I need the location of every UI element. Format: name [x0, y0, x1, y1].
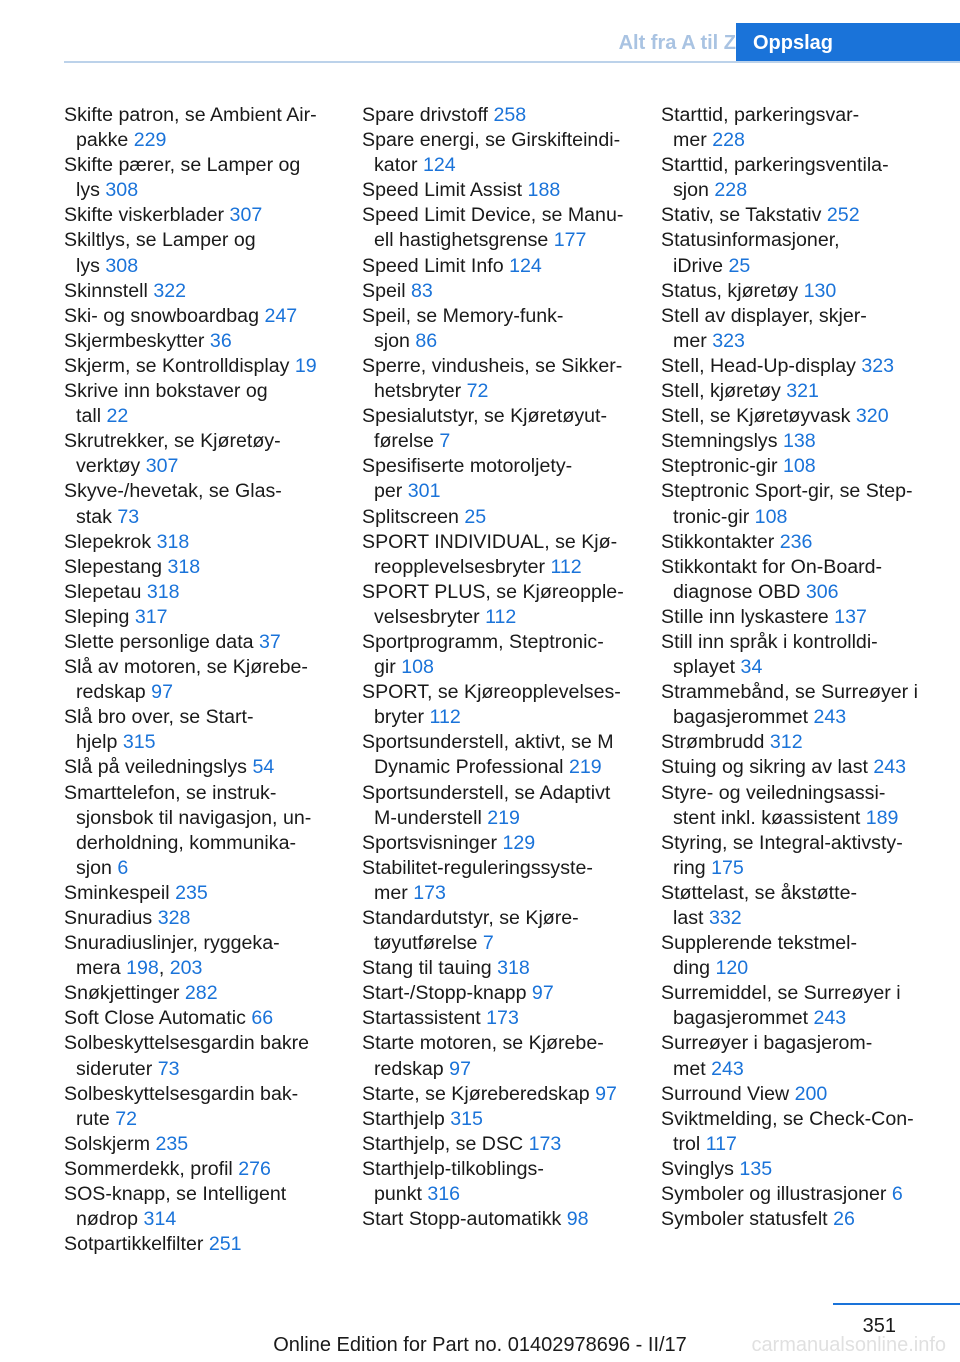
index-entry	[661, 605, 951, 630]
index-entry	[661, 630, 951, 680]
index-entry	[362, 1207, 652, 1232]
page-link[interactable]: 317	[134, 605, 168, 628]
page-link[interactable]: 138	[782, 430, 816, 453]
watermark: carmanualsonline.info	[751, 1334, 946, 1356]
page-link[interactable]: 228	[714, 179, 748, 202]
page-link[interactable]: 252	[826, 204, 860, 227]
page-link[interactable]: 25	[728, 254, 751, 277]
index-term: Starthjelp	[362, 1107, 445, 1130]
index-term: Slepestang	[64, 555, 163, 578]
page-link[interactable]: 188	[527, 179, 561, 202]
page-link[interactable]: 22	[106, 405, 129, 428]
index-entry	[64, 1082, 354, 1132]
index-term: Skrutrekker, se Kjøretøy- verktøy	[64, 430, 281, 478]
index-entry	[362, 128, 652, 178]
index-entry	[362, 680, 652, 730]
page-link[interactable]: 258	[493, 104, 527, 126]
index-term: Slå på veiledningslys	[64, 756, 247, 779]
index-term: Starte motoren, se Kjørebe- redskap	[362, 1032, 604, 1080]
index-entry	[362, 981, 652, 1006]
page-link[interactable]: 97	[595, 1082, 617, 1105]
page-link[interactable]: 228	[712, 129, 745, 152]
index-entry	[362, 580, 652, 630]
index-term: Sommerdekk, profil	[64, 1157, 233, 1180]
index-term: Sleping	[64, 605, 130, 628]
index-term: Ski- og snowboardbag	[64, 304, 259, 327]
index-entry	[64, 705, 354, 755]
index-entry	[661, 103, 951, 153]
index-entry	[362, 1082, 652, 1107]
page-link[interactable]: 72	[115, 1107, 138, 1130]
index-term: Soft Close Automatic	[64, 1007, 246, 1030]
index-entry	[362, 505, 652, 530]
index-entry	[661, 730, 951, 755]
page-link[interactable]: 301	[407, 480, 441, 503]
header-rule	[64, 61, 960, 63]
page-link[interactable]: 54	[252, 756, 275, 779]
page-link[interactable]: 282	[184, 982, 218, 1005]
index-entry	[362, 831, 652, 856]
page-link[interactable]: 37	[259, 630, 281, 653]
index-column-2	[362, 103, 652, 1232]
index-term: Stemningslys	[661, 430, 778, 453]
page-link[interactable]: 173	[528, 1132, 562, 1155]
footer-rule	[833, 1303, 960, 1305]
index-entry	[64, 630, 354, 655]
page-link[interactable]: 315	[122, 731, 156, 754]
page-link[interactable]: 243	[873, 756, 907, 779]
index-entry	[64, 981, 354, 1006]
page-link[interactable]: 97	[151, 681, 173, 704]
index-term: Støttelast, se åkstøtte- last	[661, 881, 857, 929]
page-link[interactable]: 73	[117, 505, 140, 528]
page-number: 351	[862, 1315, 896, 1337]
page-link[interactable]: 112	[485, 605, 517, 628]
index-entry: Snuradiuslinjer, ryggeka- mera 198, 203	[64, 932, 280, 980]
index-term: Surround View	[661, 1082, 790, 1105]
index-term: Still inn språk i kontrolldi- splayet	[661, 630, 878, 679]
index-entry	[362, 304, 652, 354]
index-term: Spare energi, se Girskifteindi- kator	[362, 129, 621, 177]
section-tab[interactable]: Alt fra A til Z	[618, 32, 736, 54]
index-entry	[64, 1006, 354, 1031]
index-term: Snuradius	[64, 907, 153, 929]
index-term: Stang til tauing	[362, 957, 492, 980]
index-term: Slå av motoren, se Kjørebe- redskap	[64, 656, 308, 704]
page-link[interactable]: 26	[833, 1208, 855, 1231]
page-link[interactable]: 235	[175, 881, 208, 904]
index-term: SPORT PLUS, se Kjøreopple- velsesbryter	[362, 580, 624, 628]
index-term: Steptronic-gir	[661, 455, 778, 478]
page-link[interactable]: 173	[486, 1007, 519, 1030]
index-term: Stabilitet-reguleringssyste- mer	[362, 856, 593, 904]
index-term: Starte, se Kjøreberedskap	[362, 1082, 590, 1105]
page-header	[0, 0, 960, 62]
index-entry	[64, 605, 354, 630]
page-link[interactable]: 236	[779, 530, 813, 553]
index-entry	[661, 981, 951, 1031]
index-entry	[661, 881, 951, 931]
page-link[interactable]: 124	[509, 254, 542, 277]
page-link[interactable]: 19	[294, 354, 317, 377]
index-entry	[362, 1107, 652, 1132]
page-link[interactable]: 315	[450, 1107, 483, 1130]
page-link[interactable]: 247	[264, 304, 298, 327]
page-link[interactable]: 36	[209, 329, 232, 352]
page-link[interactable]: 308	[105, 254, 139, 277]
page-link[interactable]: 108	[401, 656, 434, 679]
index-entry	[64, 881, 354, 906]
page-link[interactable]: 318	[156, 530, 190, 553]
index-entry	[362, 781, 652, 831]
page-link[interactable]: 73	[157, 1057, 180, 1080]
page-link[interactable]: 7	[439, 430, 451, 453]
index-entry	[64, 103, 354, 153]
index-term: Start Stopp-automatikk	[362, 1208, 562, 1231]
page-link[interactable]: 6	[117, 856, 129, 879]
page-link[interactable]: 34	[740, 656, 763, 679]
index-term: Stille inn lyskastere	[661, 605, 829, 628]
index-entry	[362, 354, 652, 404]
index-term: Speil, se Memory-funk- sjon	[362, 304, 564, 352]
index-term: Sotpartikkelfilter	[64, 1233, 204, 1256]
page-link[interactable]: 219	[487, 806, 520, 829]
page-link[interactable]: 276	[238, 1157, 271, 1180]
index-entry	[362, 1006, 652, 1031]
page-link[interactable]: 229	[133, 129, 167, 152]
page-link[interactable]: 108	[754, 505, 788, 528]
index-entry	[64, 1182, 354, 1232]
index-entry	[64, 228, 354, 278]
page-link[interactable]: 120	[715, 957, 749, 980]
index-term: Starttid, parkeringsvar- mer	[661, 104, 860, 152]
index-term: Skifte viskerblader	[64, 204, 225, 227]
page-link[interactable]: 189	[865, 806, 899, 829]
page-link[interactable]: 200	[794, 1082, 828, 1105]
index-entry	[64, 655, 354, 705]
chapter-tab[interactable]: Oppslag	[736, 23, 960, 62]
index-entry	[362, 730, 652, 780]
index-entry	[64, 580, 354, 605]
index-term: Start-/Stopp-knapp	[362, 982, 527, 1005]
page-link[interactable]: 98	[566, 1208, 589, 1231]
index-term: Sportprogramm, Steptronic- gir	[362, 630, 604, 679]
index-entry	[661, 1107, 951, 1157]
index-entry	[661, 1157, 951, 1182]
index-entry	[362, 178, 652, 203]
index-entry	[661, 479, 951, 529]
index-entry	[362, 1157, 652, 1207]
index-entry	[64, 153, 354, 203]
index-term: Stativ, se Takstativ	[661, 204, 822, 227]
index-term: Surremiddel, se Surreøyer i bagasjerommet	[661, 982, 901, 1030]
index-term: Skjermbeskytter	[64, 329, 205, 352]
page-link[interactable]: 308	[105, 179, 139, 202]
page-link[interactable]: 137	[834, 605, 867, 628]
index-entry	[64, 555, 354, 580]
page-link[interactable]: 112	[429, 706, 461, 729]
page-link[interactable]: 203	[169, 957, 203, 980]
index-term: Speed Limit Info	[362, 254, 504, 277]
page-link[interactable]: 243	[813, 706, 847, 729]
index-entry	[661, 454, 951, 479]
index-term: Starthjelp-tilkoblings- punkt	[362, 1157, 544, 1206]
page-link[interactable]: 316	[427, 1183, 461, 1206]
index-term: Surreøyer i bagasjerom- met	[661, 1032, 873, 1080]
page-link[interactable]: 124	[423, 154, 456, 177]
page-link[interactable]: 83	[411, 279, 433, 302]
page-link[interactable]: 135	[739, 1157, 773, 1180]
index-term: Styre- og veiledningsassi- stent inkl. køassistent	[661, 781, 886, 829]
page-link[interactable]: 7	[482, 932, 494, 955]
index-term: Skyve-/hevetak, se Glas- stak	[64, 480, 282, 528]
index-term: Spesialutstyr, se Kjøretøyut- førelse	[362, 405, 607, 453]
index-term: Skiltlys, se Lamper og lys	[64, 229, 256, 277]
page-link[interactable]: 307	[229, 204, 263, 227]
index-entry	[661, 304, 951, 354]
index-term: Skifte patron, se Ambient Air- pakke	[64, 104, 317, 152]
index-term: Stell, Head-Up-display	[661, 354, 856, 377]
index-term: Standardutstyr, se Kjøre- tøyutførelse	[362, 907, 579, 955]
page-link[interactable]: 251	[208, 1233, 242, 1256]
page-link[interactable]: 314	[143, 1208, 177, 1231]
index-entry	[661, 429, 951, 454]
index-entry	[362, 1132, 652, 1157]
index-entry	[64, 203, 354, 228]
index-term: Status, kjøretøy	[661, 279, 799, 302]
index-entry	[661, 1082, 951, 1107]
index-term: Stikkontakt for On-Board- diagnose OBD	[661, 555, 883, 603]
index-term: Snøkjettinger	[64, 982, 180, 1005]
edition-note: Online Edition for Part no. 01402978696 - II/17	[273, 1334, 687, 1356]
page-link[interactable]: 328	[157, 907, 191, 929]
index-term: Speed Limit Device, se Manu- ell hastighetsgrense	[362, 204, 624, 252]
index-term: Solbeskyttelsesgardin bak- rute	[64, 1082, 299, 1130]
index-term: Symboler statusfelt	[661, 1208, 828, 1231]
index-term: Snuradiuslinjer, ryggeka- mera	[64, 932, 280, 980]
page-link[interactable]: 322	[153, 279, 187, 302]
page-link[interactable]: 6	[891, 1183, 903, 1206]
page-link[interactable]: 86	[415, 329, 438, 352]
page-link[interactable]: 25	[464, 505, 487, 528]
index-term: Steptronic Sport-gir, se Step- tronic-gir	[661, 480, 913, 528]
index-term: Sportsvisninger	[362, 831, 498, 854]
index-entry	[64, 781, 354, 881]
index-term: Stuing og sikring av last	[661, 756, 868, 779]
index-term: Skjerm, se Kontrolldisplay	[64, 354, 290, 377]
index-entry	[362, 530, 652, 580]
index-entry	[661, 755, 951, 780]
index-term: Sperre, vindusheis, se Sikker- hetsbryter	[362, 354, 623, 403]
index-term: Stell av displayer, skjer- mer	[661, 304, 867, 352]
index-entry	[661, 203, 951, 228]
page-link[interactable]: 321	[786, 380, 819, 403]
page-link[interactable]: 323	[712, 329, 745, 352]
page-link[interactable]: 318	[146, 580, 180, 603]
page-link[interactable]: 318	[497, 957, 530, 980]
page-link[interactable]: 306	[805, 580, 839, 603]
page-link[interactable]: 219	[568, 756, 602, 779]
index-entry	[362, 856, 652, 906]
index-term: Solbeskyttelsesgardin bakre sideruter	[64, 1032, 310, 1080]
index-entry	[64, 1232, 354, 1257]
index-entry	[64, 329, 354, 354]
index-entry	[362, 103, 652, 128]
index-term: Stikkontakter	[661, 530, 775, 553]
page-link[interactable]: 97	[531, 982, 554, 1005]
page-link[interactable]: 243	[711, 1057, 744, 1080]
index-entry	[661, 931, 951, 981]
page-link[interactable]: 312	[769, 731, 803, 754]
index-entry	[64, 429, 354, 479]
index-entry	[362, 956, 652, 981]
index-entry	[362, 454, 652, 504]
index-term: Slå bro over, se Start- hjelp	[64, 706, 254, 754]
index-term: Strammebånd, se Surreøyer i bagasjerommet	[661, 681, 918, 729]
page-link[interactable]: 307	[145, 455, 179, 478]
index-entry	[64, 755, 354, 780]
index-entry	[362, 404, 652, 454]
index-entry	[661, 680, 951, 730]
index-term: Starttid, parkeringsventila- sjon	[661, 154, 889, 202]
index-entry	[661, 1182, 951, 1207]
index-term: SOS-knapp, se Intelligent nødrop	[64, 1183, 287, 1231]
index-term: Sportsunderstell, aktivt, se M Dynamic Professional	[362, 731, 614, 779]
index-term: Symboler og illustrasjoner	[661, 1183, 887, 1206]
index-term: Sportsunderstell, se Adaptivt M-understell	[362, 781, 611, 829]
page-link[interactable]: 66	[251, 1007, 274, 1030]
index-entry	[64, 1132, 354, 1157]
index-entry	[661, 228, 951, 278]
page-link[interactable]: 112	[550, 555, 582, 578]
index-term: Skrive inn bokstaver og tall	[64, 380, 268, 428]
page-link[interactable]: 72	[466, 380, 489, 403]
index-term: Skinnstell	[64, 279, 148, 302]
index-entry	[661, 1031, 951, 1081]
index-entry	[64, 354, 354, 379]
page-link[interactable]: 129	[502, 831, 536, 854]
index-column-3	[661, 103, 951, 1232]
index-entry	[661, 530, 951, 555]
index-term: Styring, se Integral-aktivsty- ring	[661, 831, 903, 879]
index-entry	[362, 203, 652, 253]
index-entry	[661, 1207, 951, 1232]
index-term: Sviktmelding, se Check-Con- trol	[661, 1107, 914, 1155]
index-entry	[64, 479, 354, 529]
index-entry	[362, 279, 652, 304]
page-link[interactable]: 177	[553, 229, 587, 252]
index-entry	[362, 630, 652, 680]
index-column-1	[64, 103, 354, 1257]
index-term: Splitscreen	[362, 505, 459, 528]
page-link[interactable]: 243	[813, 1007, 847, 1030]
index-term: Strømbrudd	[661, 731, 765, 754]
index-term: Skifte pærer, se Lamper og lys	[64, 154, 301, 202]
index-term: Solskjerm	[64, 1132, 151, 1155]
index-entry	[64, 304, 354, 329]
index-term: Speed Limit Assist	[362, 179, 523, 202]
page-link[interactable]: 318	[167, 555, 201, 578]
index-term: SPORT, se Kjøreopplevelses- bryter	[362, 681, 621, 729]
page-link[interactable]: 198	[126, 957, 159, 980]
index-entry	[64, 906, 354, 931]
index-entry	[362, 254, 652, 279]
index-term: Stell, se Kjøretøyvask	[661, 405, 851, 428]
index-term: Sminkespeil	[64, 881, 170, 904]
index-entry	[661, 379, 951, 404]
index-term: Spare drivstoff	[362, 104, 488, 126]
index-term: Starthjelp, se DSC	[362, 1132, 524, 1155]
page-link[interactable]: 320	[855, 405, 889, 428]
page-link[interactable]: 173	[413, 881, 446, 904]
index-entry	[362, 906, 652, 956]
index-term: Startassistent	[362, 1007, 481, 1030]
page-link[interactable]: 332	[708, 907, 742, 929]
index-term: Slette personlige data	[64, 630, 254, 653]
index-entry	[362, 1031, 652, 1081]
index-term: Speil	[362, 279, 406, 302]
index-term: Svinglys	[661, 1157, 734, 1180]
index-entry	[661, 279, 951, 304]
index-term: Statusinformasjoner, iDrive	[661, 229, 840, 277]
index-entry	[661, 831, 951, 881]
page-link[interactable]: 235	[155, 1132, 189, 1155]
index-entry	[661, 153, 951, 203]
index-term: Spesifiserte motoroljety- per	[362, 455, 573, 503]
page-link[interactable]: 97	[449, 1057, 471, 1080]
page-link[interactable]: 323	[861, 354, 895, 377]
index-entry	[661, 354, 951, 379]
index-term: Supplerende tekstmel- ding	[661, 932, 858, 980]
index-term: Stell, kjøretøy	[661, 380, 781, 403]
page-link[interactable]: 108	[782, 455, 816, 478]
index-entry	[661, 781, 951, 831]
index-entry	[64, 1157, 354, 1182]
index-entry	[64, 1031, 354, 1081]
index-entry	[64, 279, 354, 304]
page-link[interactable]: 130	[803, 279, 837, 302]
index-entry	[64, 530, 354, 555]
index-term: SPORT INDIVIDUAL, se Kjø- reopplevelsesbryter	[362, 530, 618, 578]
index-entry	[661, 555, 951, 605]
page-link[interactable]: 117	[705, 1132, 737, 1155]
index-term: Slepekrok	[64, 530, 152, 553]
index-term: Smarttelefon, se instruk- sjonsbok til navigasjon, un- derholdning, kommunika- sjon	[64, 781, 312, 879]
index-entry	[661, 404, 951, 429]
page-link[interactable]: 175	[711, 856, 744, 879]
index-entry	[64, 379, 354, 429]
index-term: Slepetau	[64, 580, 142, 603]
